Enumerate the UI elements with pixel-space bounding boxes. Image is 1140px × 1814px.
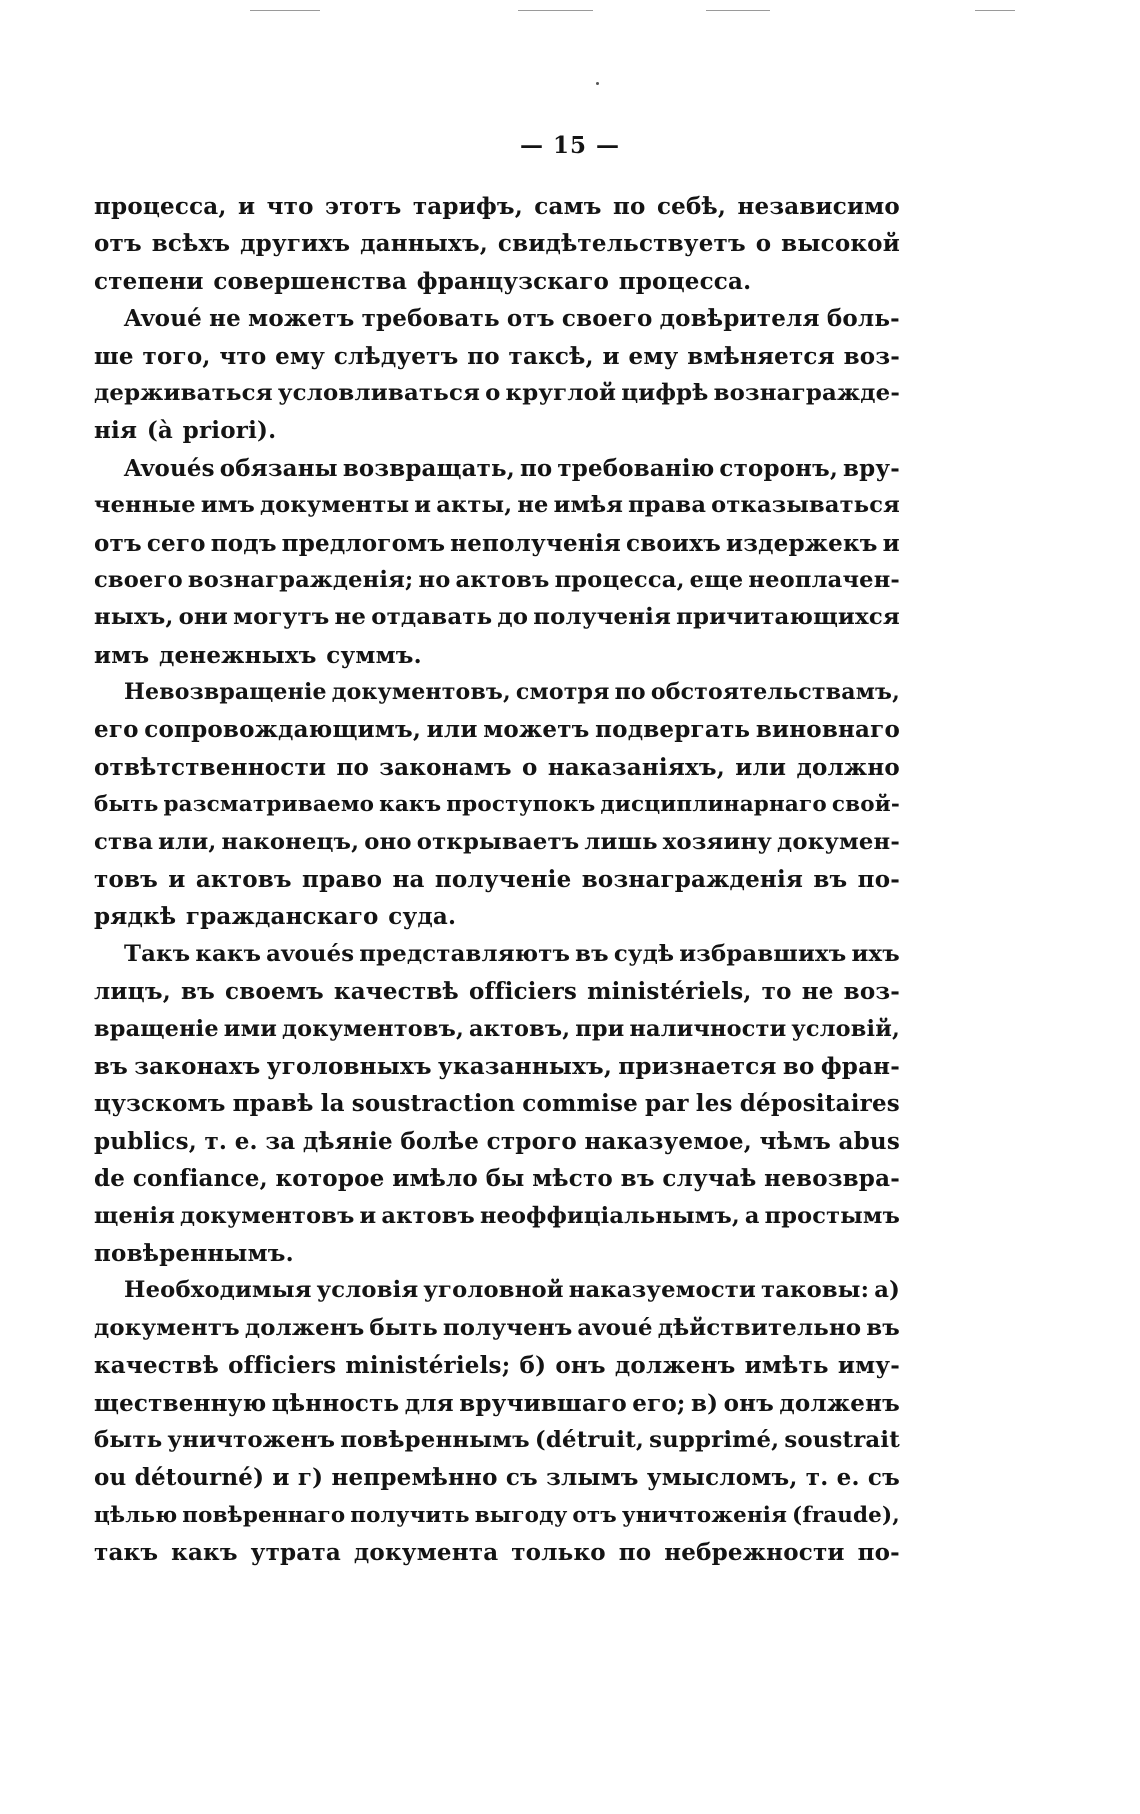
text-line: вращеніе ими документовъ, актовъ, при наличности условій, <box>94 1015 900 1042</box>
text-line: цузскомъ правѣ la soustraction commise par les dépositaires <box>94 1090 900 1118</box>
text-line: Avoué не можетъ требовать отъ своего довѣрителя боль- <box>124 305 900 333</box>
text-line: цѣлью повѣреннаго получить выгоду отъ уничтоженія (fraude), <box>94 1502 900 1528</box>
text-line: ныхъ, они могутъ не отдавать до полученія причитающихся <box>94 604 900 631</box>
text-line: въ законахъ уголовныхъ указанныхъ, признается во фран- <box>94 1052 900 1080</box>
text-line: процесса, и что этотъ тарифъ, самъ по себѣ, независимо <box>94 193 900 220</box>
text-line: ou détourné) и г) непремѣнно съ злымъ умысломъ, т. е. съ <box>94 1464 900 1492</box>
text-line: лицъ, въ своемъ качествѣ officiers ministériels, то не воз- <box>94 978 900 1006</box>
text-line: ше того, что ему слѣдуетъ по таксѣ, и ему вмѣняется воз- <box>94 342 900 370</box>
body-text <box>94 188 900 1571</box>
text-line: Необходимыя условія уголовной наказуемости таковы: а) <box>124 1277 900 1304</box>
text-line: держиваться условливаться о круглой цифрѣ вознагражде- <box>94 379 900 406</box>
text-line: рядкѣ гражданскаго суда. <box>94 903 457 931</box>
print-speck <box>596 82 599 85</box>
text-line: ства или, наконецъ, оно открываетъ лишь хозяину докумен- <box>94 828 900 855</box>
text-line: имъ денежныхъ суммъ. <box>94 641 422 669</box>
text-line: отъ всѣхъ другихъ данныхъ, свидѣтельствуетъ о высокой <box>94 230 900 258</box>
text-line: Такъ какъ avoués представляютъ въ судѣ избравшихъ ихъ <box>124 940 900 967</box>
text-line: своего вознагражденія; но актовъ процесса, еще неоплачен- <box>94 566 900 593</box>
text-line: быть уничтоженъ повѣреннымъ (détruit, supprimé, soustrait <box>94 1426 900 1453</box>
text-line: его сопровождающимъ, или можетъ подвергать виновнаго <box>94 716 900 744</box>
text-line: publics, т. е. за дѣяніе болѣе строго наказуемое, чѣмъ abus <box>94 1127 900 1155</box>
text-line: отвѣтственности по законамъ о наказаніяхъ, или должно <box>94 753 900 781</box>
page-number: — 15 — <box>519 132 621 159</box>
text-line: Невозвращеніе документовъ, смотря по обстоятельствамъ, <box>124 679 900 706</box>
text-line: такъ какъ утрата документа только по небрежности по- <box>94 1539 900 1567</box>
text-line: нія (à priori). <box>94 417 277 445</box>
text-line: отъ сего подъ предлогомъ неполученія своихъ издержекъ и <box>94 529 900 557</box>
text-line: повѣреннымъ. <box>94 1239 294 1267</box>
top-rule-center <box>518 10 593 11</box>
text-line: щенія документовъ и актовъ неоффиціальнымъ, а простымъ <box>94 1202 900 1229</box>
top-rule-far-right <box>975 10 1015 11</box>
text-line: быть разсматриваемо какъ проступокъ дисциплинарнаго свой- <box>94 792 900 818</box>
text-line: ченные имъ документы и акты, не имѣя права отказываться <box>94 492 900 519</box>
text-line: товъ и актовъ право на полученіе вознагражденія въ по- <box>94 866 900 894</box>
text-line: щественную цѣнность для вручившаго его; в) онъ долженъ <box>94 1389 900 1417</box>
text-line: de confiance, которое имѣло бы мѣсто въ случаѣ невозвра- <box>94 1165 900 1193</box>
top-rule-right <box>706 10 770 11</box>
text-line: документъ долженъ быть полученъ avoué дѣйствительно въ <box>94 1314 900 1341</box>
top-rule-left <box>250 10 320 11</box>
text-line: степени совершенства французскаго процесса. <box>94 267 752 295</box>
text-line: качествѣ officiers ministériels; б) онъ долженъ имѣть иму- <box>94 1352 900 1380</box>
text-line: Avoués обязаны возвращать, по требованію сторонъ, вру- <box>124 454 900 482</box>
